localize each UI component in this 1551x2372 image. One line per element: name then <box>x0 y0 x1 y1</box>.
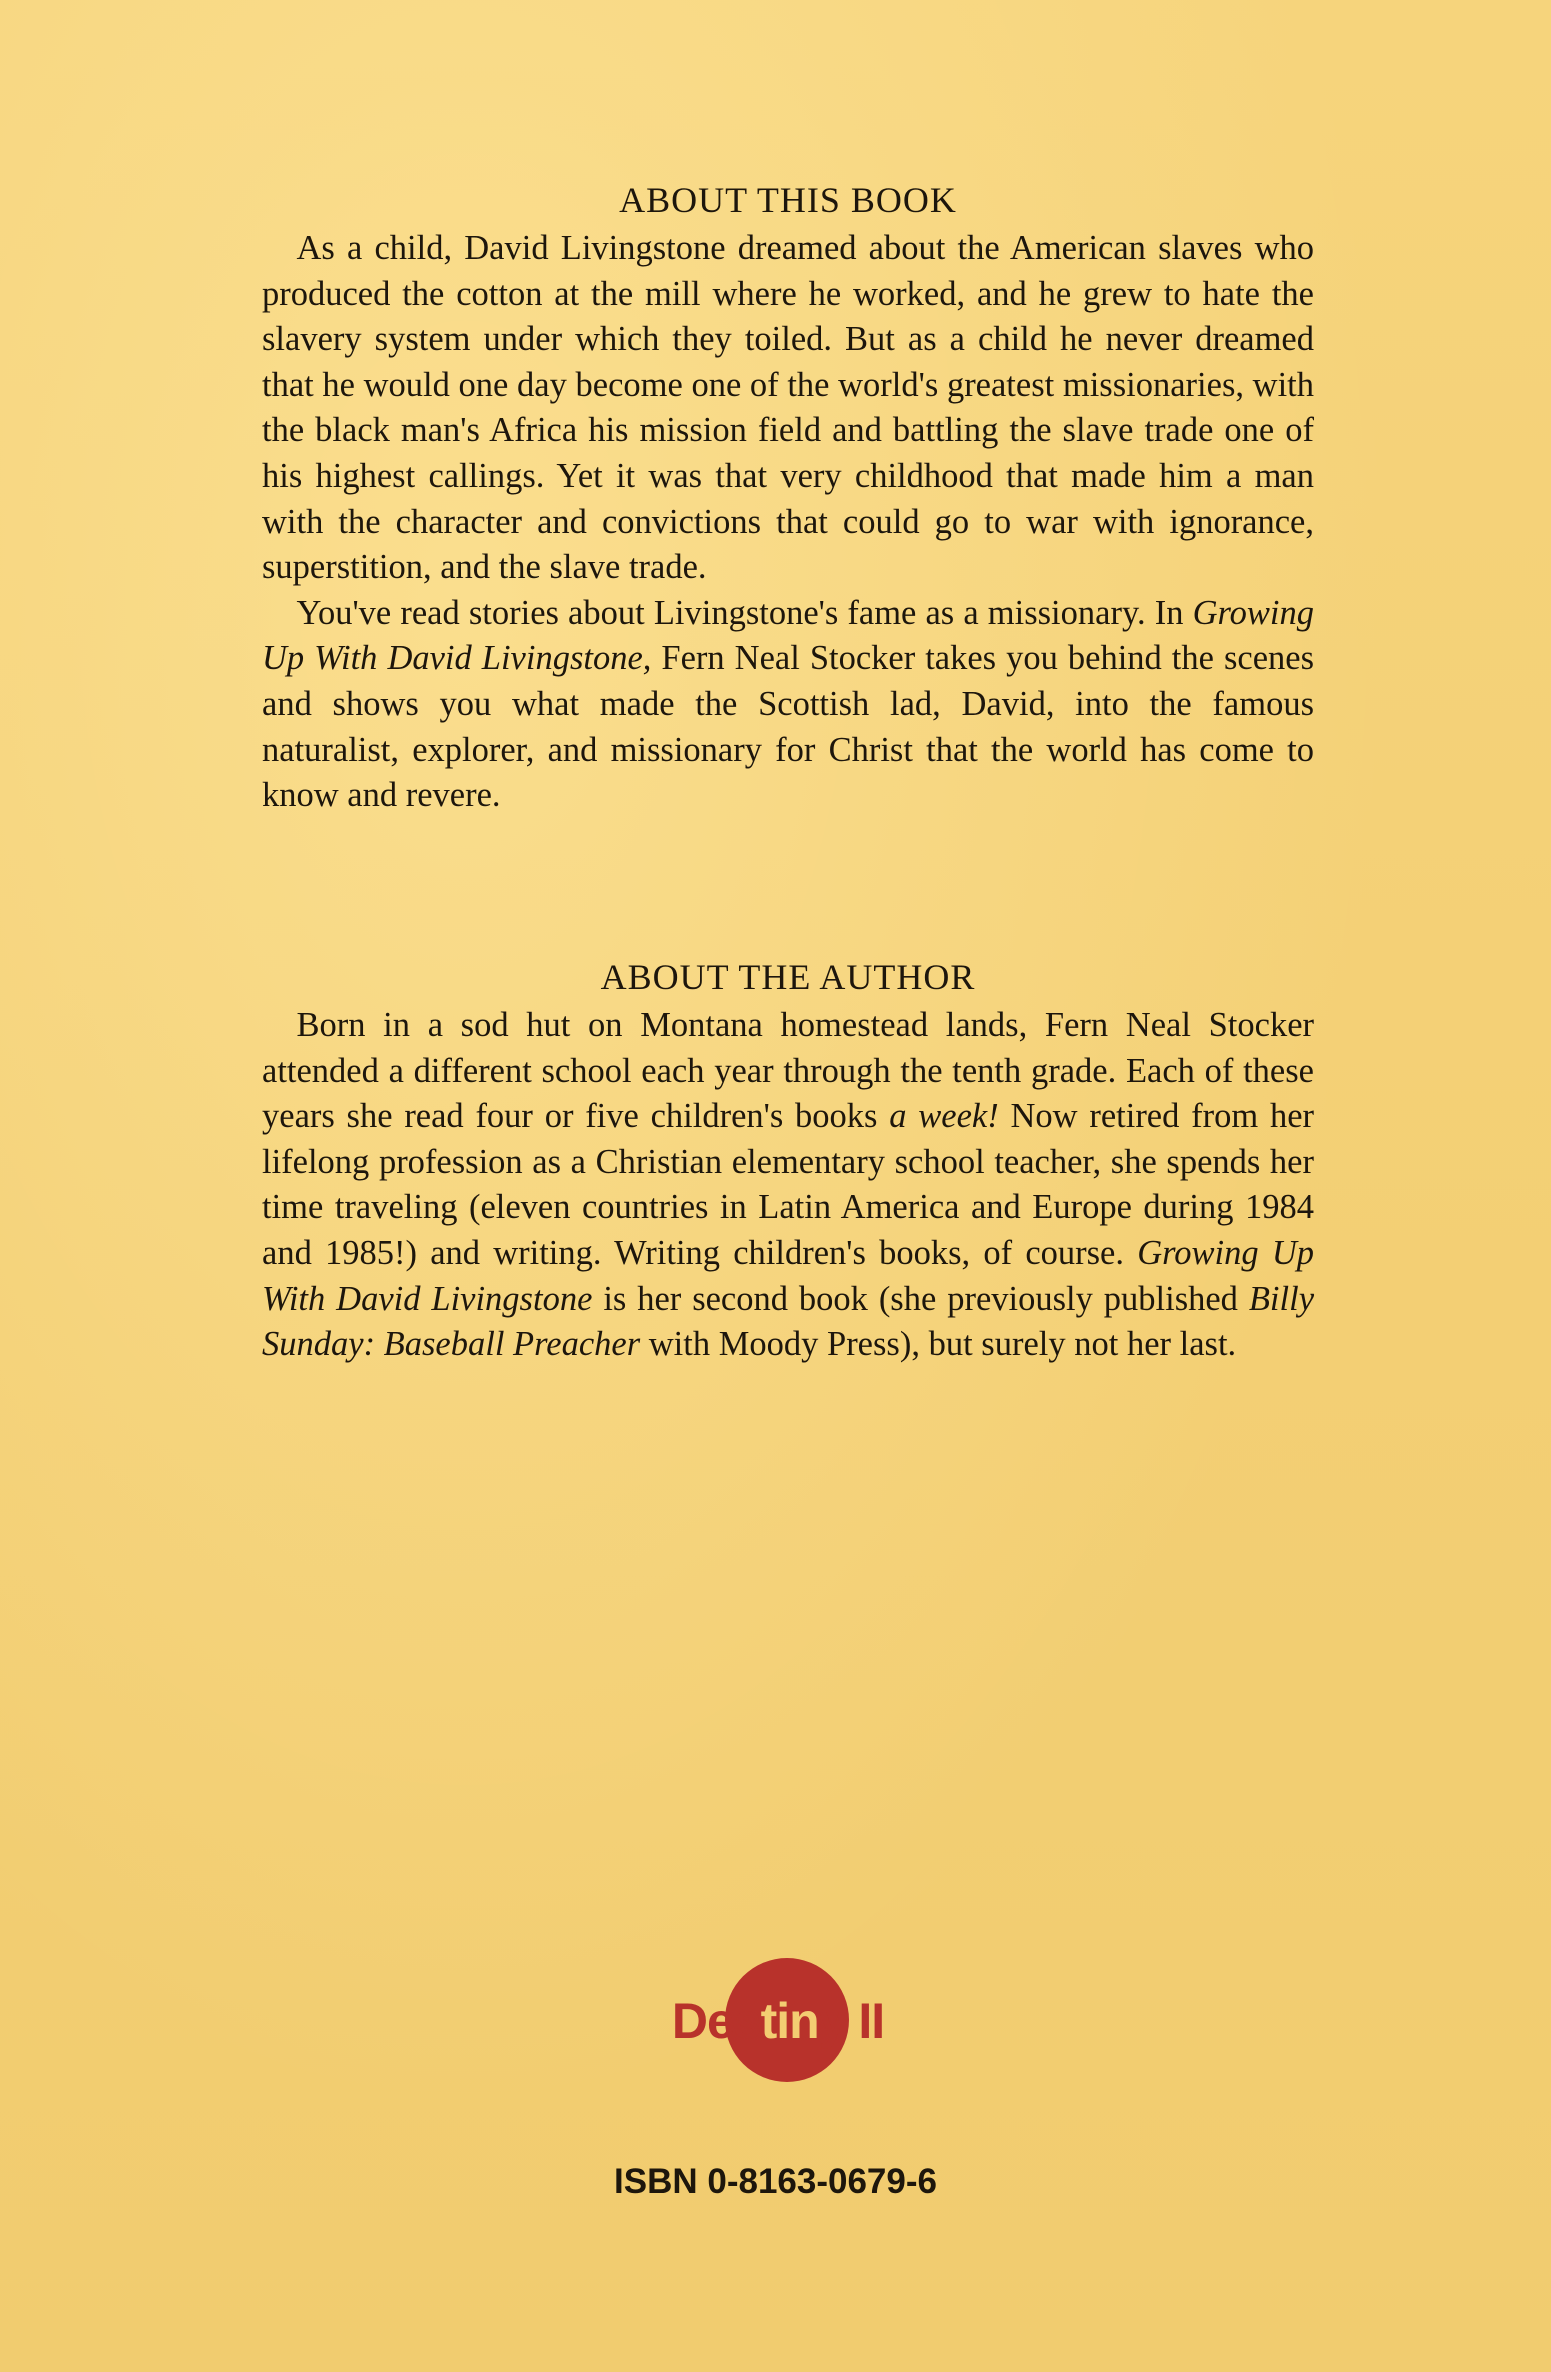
author-p1-after-title: is her second book (she previously published <box>603 1279 1238 1318</box>
logo-text-part-2: tin <box>760 1993 819 2049</box>
destiny-ii-logo <box>628 1955 928 2085</box>
author-emphasis: a week! <box>889 1097 999 1136</box>
book-title-italic: Growing Up With David Livingstone, <box>262 593 1314 678</box>
about-the-author-heading: ABOUT THE AUTHOR <box>600 957 976 997</box>
author-p1-end: with Moody Press), but surely not her last. <box>648 1325 1237 1364</box>
logo-wordmark <box>628 1991 928 2051</box>
isbn-number: ISBN 0-8163-0679-6 <box>614 2162 937 2201</box>
about-this-book-heading: ABOUT THIS BOOK <box>619 180 957 220</box>
about-book-p2-end: Fern Neal Stocker takes you behind the scenes and shows you what made the Scottish lad, David, into the famous naturalist, explorer, and missionary for Christ that the world has come to know and revere. <box>262 639 1314 815</box>
about-book-p1-text: As a child, David Livingstone dreamed about the American slaves who produced the cotton at the mill where he worked, and he grew to hate the slavery system under which they toiled. But as a child he never dreamed that he would one day become one of the world's greatest missionaries, with the black man's Africa his mission field and battling the slave trade one of his highest callings. Yet it was that very childhood that made him a man with the character and convictions that could go to war with ignorance, superstition, and the slave trade. <box>262 229 1314 587</box>
author-book-title-2: Billy Sunday: Baseball Preacher <box>262 1279 1315 1364</box>
logo-text-part-1: Des <box>671 1993 761 2049</box>
logo-text-part-3: y II <box>818 1993 885 2049</box>
about-book-paragraph-1 <box>262 226 1314 591</box>
about-this-book-section <box>262 178 1314 819</box>
author-book-title-1: Growing Up With David Livingstone <box>262 1233 1314 1318</box>
about-author-paragraph <box>262 1003 1314 1368</box>
author-p1-middle: Now retired from her lifelong profession as a Christian elementary school teacher, she spends her time traveling (eleven countries in Latin America and Europe during 1984 and 1985!) and writing. Writing children's books, of course. <box>262 1097 1315 1272</box>
about-book-paragraph-2 <box>262 591 1314 819</box>
about-the-author-section <box>262 955 1314 1368</box>
author-p1-start: Born in a sod hut on Montana homestead lands, Fern Neal Stocker attended a different school each year through the tenth grade. Each of these years she read four or five children's books <box>262 1006 1314 1136</box>
about-book-p2-start: You've read stories about Livingstone's fame as a missionary. In <box>296 593 1184 632</box>
